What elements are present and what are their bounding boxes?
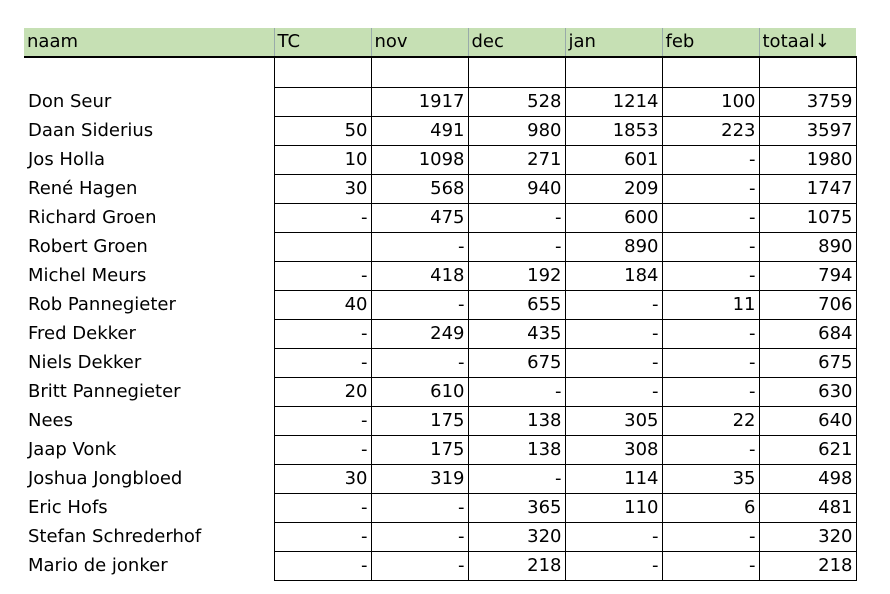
- score-table: [24, 28, 857, 581]
- cell-feb[interactable]: [662, 57, 759, 88]
- cell-totaal[interactable]: 675: [759, 349, 856, 378]
- cell-tc[interactable]: [274, 88, 371, 117]
- cell-jan[interactable]: 184: [565, 262, 662, 291]
- cell-dec[interactable]: 365: [468, 494, 565, 523]
- cell-nov[interactable]: [371, 57, 468, 88]
- table-row: [24, 523, 856, 552]
- table-row: [24, 88, 856, 117]
- cell-dec[interactable]: -: [468, 465, 565, 494]
- cell-tc[interactable]: [274, 233, 371, 262]
- cell-totaal[interactable]: 684: [759, 320, 856, 349]
- cell-feb[interactable]: -: [662, 262, 759, 291]
- cell-feb[interactable]: -: [662, 320, 759, 349]
- cell-nov[interactable]: 175: [371, 436, 468, 465]
- table-row: [24, 407, 856, 436]
- cell-totaal[interactable]: 706: [759, 291, 856, 320]
- cell-nov[interactable]: 1917: [371, 88, 468, 117]
- cell-totaal[interactable]: 3759: [759, 88, 856, 117]
- cell-dec[interactable]: 138: [468, 407, 565, 436]
- cell-feb[interactable]: -: [662, 233, 759, 262]
- cell-jan[interactable]: 600: [565, 204, 662, 233]
- cell-naam[interactable]: Joshua Jongbloed: [28, 468, 183, 489]
- cell-tc[interactable]: 30: [274, 465, 371, 494]
- cell-feb[interactable]: -: [662, 204, 759, 233]
- table-row: [24, 494, 856, 523]
- column-header-feb[interactable]: feb: [662, 28, 759, 57]
- cell-jan[interactable]: 114: [565, 465, 662, 494]
- cell-jan[interactable]: -: [565, 291, 662, 320]
- cell-totaal[interactable]: 630: [759, 378, 856, 407]
- cell-naam[interactable]: Jaap Vonk: [28, 439, 117, 460]
- cell-dec[interactable]: 655: [468, 291, 565, 320]
- cell-dec[interactable]: 435: [468, 320, 565, 349]
- cell-jan[interactable]: [565, 57, 662, 88]
- cell-nov[interactable]: 491: [371, 117, 468, 146]
- table-row: [24, 378, 856, 407]
- cell-nov[interactable]: 1098: [371, 146, 468, 175]
- cell-nov[interactable]: 175: [371, 407, 468, 436]
- cell-jan[interactable]: 1853: [565, 117, 662, 146]
- cell-feb[interactable]: -: [662, 175, 759, 204]
- cell-totaal[interactable]: 218: [759, 552, 856, 581]
- column-header-totaal[interactable]: [759, 28, 856, 57]
- cell-tc[interactable]: [274, 57, 371, 88]
- column-header-tc[interactable]: TC: [274, 28, 371, 57]
- cell-naam[interactable]: Don Seur: [28, 91, 112, 112]
- table-row: [24, 552, 856, 581]
- cell-dec[interactable]: 980: [468, 117, 565, 146]
- cell-nov[interactable]: -: [371, 291, 468, 320]
- cell-totaal[interactable]: 640: [759, 407, 856, 436]
- cell-naam[interactable]: Richard Groen: [28, 207, 157, 228]
- cell-tc[interactable]: 20: [274, 378, 371, 407]
- cell-jan[interactable]: -: [565, 349, 662, 378]
- cell-dec[interactable]: 320: [468, 523, 565, 552]
- cell-feb[interactable]: -: [662, 146, 759, 175]
- cell-feb[interactable]: -: [662, 349, 759, 378]
- column-header-totaal-label: totaal: [762, 31, 815, 52]
- cell-naam[interactable]: René Hagen: [28, 178, 138, 199]
- cell-tc[interactable]: -: [274, 436, 371, 465]
- table-row: [24, 175, 856, 204]
- cell-naam[interactable]: Stefan Schrederhof: [28, 526, 202, 547]
- cell-totaal[interactable]: 794: [759, 262, 856, 291]
- cell-dec[interactable]: 271: [468, 146, 565, 175]
- table-row: [24, 233, 856, 262]
- cell-dec[interactable]: 192: [468, 262, 565, 291]
- cell-feb[interactable]: 22: [662, 407, 759, 436]
- column-header-naam[interactable]: naam: [24, 28, 274, 57]
- cell-feb[interactable]: -: [662, 436, 759, 465]
- cell-tc[interactable]: -: [274, 494, 371, 523]
- cell-nov[interactable]: -: [371, 552, 468, 581]
- table-row: [24, 291, 856, 320]
- cell-naam[interactable]: Daan Siderius: [28, 120, 154, 141]
- cell-dec[interactable]: 675: [468, 349, 565, 378]
- cell-totaal[interactable]: 498: [759, 465, 856, 494]
- table-row: [24, 262, 856, 291]
- cell-totaal[interactable]: 890: [759, 233, 856, 262]
- cell-totaal[interactable]: 1075: [759, 204, 856, 233]
- cell-dec[interactable]: 218: [468, 552, 565, 581]
- cell-jan[interactable]: 308: [565, 436, 662, 465]
- cell-naam[interactable]: Robert Groen: [28, 236, 148, 257]
- cell-dec[interactable]: -: [468, 378, 565, 407]
- cell-jan[interactable]: 305: [565, 407, 662, 436]
- cell-nov[interactable]: -: [371, 523, 468, 552]
- cell-naam[interactable]: Eric Hofs: [28, 497, 108, 518]
- cell-totaal[interactable]: 481: [759, 494, 856, 523]
- cell-feb[interactable]: -: [662, 523, 759, 552]
- cell-tc[interactable]: -: [274, 262, 371, 291]
- cell-tc[interactable]: 30: [274, 175, 371, 204]
- cell-tc[interactable]: -: [274, 523, 371, 552]
- cell-jan[interactable]: 110: [565, 494, 662, 523]
- cell-nov[interactable]: -: [371, 494, 468, 523]
- cell-tc[interactable]: -: [274, 552, 371, 581]
- cell-feb[interactable]: 100: [662, 88, 759, 117]
- table-row: [24, 117, 856, 146]
- table-row: [24, 146, 856, 175]
- cell-tc[interactable]: -: [274, 204, 371, 233]
- empty-row: [24, 57, 856, 88]
- cell-totaal[interactable]: 1747: [759, 175, 856, 204]
- cell-naam[interactable]: Fred Dekker: [28, 323, 136, 344]
- cell-naam[interactable]: Nees: [28, 410, 73, 431]
- cell-feb[interactable]: -: [662, 378, 759, 407]
- cell-nov[interactable]: 319: [371, 465, 468, 494]
- cell-nov[interactable]: -: [371, 233, 468, 262]
- header-row: [24, 28, 856, 57]
- cell-nov[interactable]: 418: [371, 262, 468, 291]
- cell-jan[interactable]: 209: [565, 175, 662, 204]
- cell-totaal[interactable]: 621: [759, 436, 856, 465]
- cell-tc[interactable]: -: [274, 349, 371, 378]
- cell-naam[interactable]: [24, 57, 274, 88]
- cell-dec[interactable]: 940: [468, 175, 565, 204]
- column-header-nov[interactable]: nov: [371, 28, 468, 57]
- cell-jan[interactable]: 890: [565, 233, 662, 262]
- cell-jan[interactable]: -: [565, 552, 662, 581]
- cell-totaal[interactable]: 320: [759, 523, 856, 552]
- column-header-jan[interactable]: jan: [565, 28, 662, 57]
- cell-naam[interactable]: Michel Meurs: [28, 265, 147, 286]
- cell-nov[interactable]: 475: [371, 204, 468, 233]
- cell-naam[interactable]: Rob Pannegieter: [28, 294, 176, 315]
- cell-nov[interactable]: 568: [371, 175, 468, 204]
- table-row: [24, 204, 856, 233]
- cell-feb[interactable]: 11: [662, 291, 759, 320]
- cell-totaal[interactable]: [759, 57, 856, 88]
- cell-nov[interactable]: -: [371, 349, 468, 378]
- table-row: [24, 465, 856, 494]
- cell-tc[interactable]: -: [274, 407, 371, 436]
- cell-dec[interactable]: -: [468, 204, 565, 233]
- cell-feb[interactable]: -: [662, 552, 759, 581]
- cell-feb[interactable]: 6: [662, 494, 759, 523]
- cell-nov[interactable]: 610: [371, 378, 468, 407]
- cell-dec[interactable]: 138: [468, 436, 565, 465]
- cell-feb[interactable]: 223: [662, 117, 759, 146]
- column-header-dec[interactable]: dec: [468, 28, 565, 57]
- cell-feb[interactable]: 35: [662, 465, 759, 494]
- cell-tc[interactable]: 50: [274, 117, 371, 146]
- cell-naam[interactable]: Mario de jonker: [28, 555, 168, 576]
- cell-naam[interactable]: Jos Holla: [28, 149, 106, 170]
- cell-jan[interactable]: 601: [565, 146, 662, 175]
- cell-nov[interactable]: 249: [371, 320, 468, 349]
- table-row: [24, 436, 856, 465]
- cell-jan[interactable]: -: [565, 320, 662, 349]
- cell-dec[interactable]: -: [468, 233, 565, 262]
- cell-totaal[interactable]: 3597: [759, 117, 856, 146]
- table-row: [24, 349, 856, 378]
- cell-naam[interactable]: Britt Pannegieter: [28, 381, 181, 402]
- table-row: [24, 320, 856, 349]
- cell-dec[interactable]: 528: [468, 88, 565, 117]
- sort-descending-icon[interactable]: ↓: [814, 31, 830, 52]
- cell-tc[interactable]: 40: [274, 291, 371, 320]
- cell-dec[interactable]: [468, 57, 565, 88]
- cell-tc[interactable]: -: [274, 320, 371, 349]
- cell-totaal[interactable]: 1980: [759, 146, 856, 175]
- cell-tc[interactable]: 10: [274, 146, 371, 175]
- cell-naam[interactable]: Niels Dekker: [28, 352, 142, 373]
- cell-jan[interactable]: -: [565, 523, 662, 552]
- cell-jan[interactable]: -: [565, 378, 662, 407]
- cell-jan[interactable]: 1214: [565, 88, 662, 117]
